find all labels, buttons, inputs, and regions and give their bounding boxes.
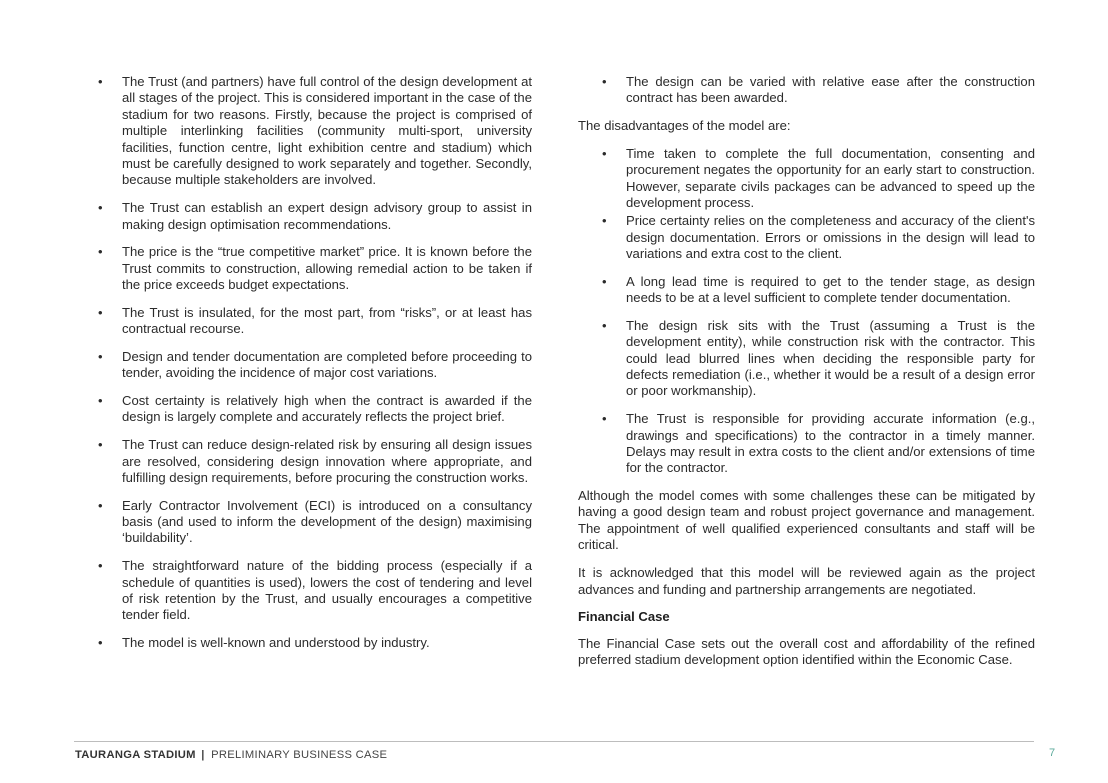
footer [75, 749, 387, 761]
list-item: • The Trust can establish an expert design advisory group to assist in making design optimisation recommendations. [98, 200, 532, 233]
list-item: • Design and tender documentation are completed before proceeding to tender, avoiding the incidence of major cost variations. [98, 349, 532, 382]
review-paragraph: It is acknowledged that this model will be reviewed again as the project advances and funding and partnership arrangements are negotiated. [578, 565, 1035, 597]
list-item: • The model is well-known and understood by industry. [98, 635, 532, 651]
list-item: • The design can be varied with relative ease after the construction contract has been awarded. [602, 74, 1035, 107]
page-number: 7 [1049, 747, 1056, 759]
financial-case-paragraph: The Financial Case sets out the overall cost and affordability of the refined preferred stadium development option identified within the Economic Case. [578, 635, 1035, 668]
list-item: • The Trust can reduce design-related risk by ensuring all design issues are resolved, considering design innovation where appropriate, and fulfilling design requirements, before procuring the construction works. [98, 437, 532, 486]
list-item: • Early Contractor Involvement (ECI) is introduced on a consultancy basis (and used to inform the development of the design) maximising ‘buildability’. [98, 498, 532, 547]
advantages-list-continued [602, 74, 1035, 107]
list-item: • A long lead time is required to get to the tender stage, as design needs to be at a level sufficient to complete tender documentation. [602, 274, 1035, 307]
disadvantages-intro: The disadvantages of the model are: [578, 118, 791, 134]
left-column [98, 74, 532, 663]
financial-case-heading: Financial Case [578, 609, 670, 625]
right-column [578, 74, 1035, 680]
advantages-list [98, 74, 532, 651]
list-item: • Cost certainty is relatively high when the contract is awarded if the design is largely complete and accurately reflects the project brief. [98, 393, 532, 426]
list-item: • The Trust is insulated, for the most part, from “risks”, or at least has contractual recourse. [98, 305, 532, 338]
footer-brand: TAURANGA STADIUM [75, 749, 196, 761]
list-item: • The straightforward nature of the bidding process (especially if a schedule of quantities is used), lowers the cost of tendering and level of risk retention by the Trust, and usually encourages a competitive tender field. [98, 558, 532, 624]
disadvantages-list [602, 146, 1035, 477]
footer-divider [74, 741, 1034, 742]
list-item: • Time taken to complete the full documentation, consenting and procurement negates the opportunity for an early start to construction. However, separate civils packages can be advanced to speed up the development process. [602, 146, 1035, 212]
list-item: • Price certainty relies on the completeness and accuracy of the client's design documentation. Errors or omissions in the design will lead to variations and extra cost to the client. [602, 213, 1035, 262]
list-item: • The design risk sits with the Trust (assuming a Trust is the development entity), while construction risk with the contractor. This could lead blurred lines when deciding the responsible party for defects remediation (i.e., whether it would be a result of a design error or poor workmanship). [602, 318, 1035, 400]
footer-subtitle: PRELIMINARY BUSINESS CASE [211, 749, 388, 761]
footer-separator: | [201, 749, 205, 761]
list-item: • The price is the “true competitive market” price. It is known before the Trust commits to construction, allowing remedial action to be taken if the price exceeds budget expectations. [98, 244, 532, 293]
list-item: • The Trust (and partners) have full control of the design development at all stages of the project. This is considered important in the case of the stadium for two reasons. Firstly, because the project is comprised of multiple interlinking facilities (community multi-sport, university facilities, function centre, light exhibition centre and stadium) which must be carefully designed to work separately and together. Secondly, because multiple stakeholders are involved. [98, 74, 532, 189]
list-item: • The Trust is responsible for providing accurate information (e.g., drawings and specifications) to the contractor in a timely manner. Delays may result in extra costs to the client and/or extensions of time for the contractor. [602, 411, 1035, 477]
mitigation-paragraph: Although the model comes with some challenges these can be mitigated by having a good design team and robust project governance and management. The appointment of well qualified experienced consultants and staff will be critical. [578, 488, 1035, 553]
